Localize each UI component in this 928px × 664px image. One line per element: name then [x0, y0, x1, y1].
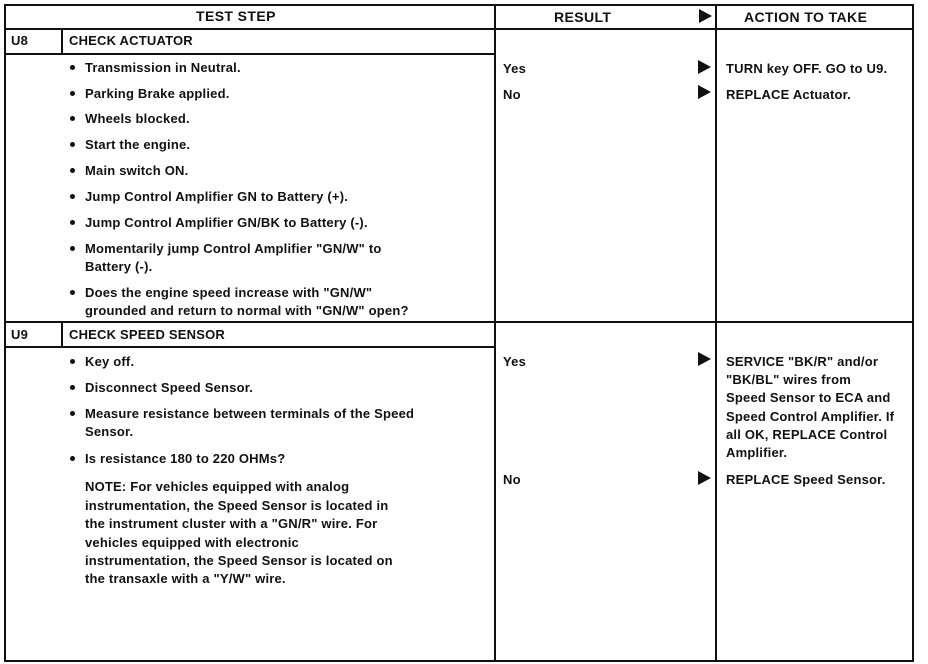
u9-action-no: REPLACE Speed Sensor. [726, 472, 886, 487]
bullet-icon [70, 168, 75, 173]
u8-action-yes: TURN key OFF. GO to U9. [726, 61, 888, 76]
action-column-divider [715, 4, 717, 662]
u9-bullet-3a: Measure resistance between terminals of the Speed [85, 406, 415, 421]
header-result: RESULT [554, 9, 612, 25]
u9-note-line-5: instrumentation, the Speed Sensor is located on [85, 553, 393, 568]
u9-id-divider [61, 321, 63, 348]
u8-bullet-8a: Momentarily jump Control Amplifier "GN/W" to [85, 241, 382, 256]
bullet-icon [70, 142, 75, 147]
u8-bullet-5: Main switch ON. [85, 163, 189, 178]
u9-result-no: No [503, 472, 521, 487]
header-bottom-border [4, 28, 914, 30]
u9-action-yes-line-2: "BK/BL" wires from [726, 372, 851, 387]
u9-note-line-6: the transaxle with a "Y/W" wire. [85, 571, 286, 586]
u8-bullet-7: Jump Control Amplifier GN/BK to Battery (-). [85, 215, 368, 230]
u8-bullet-9a: Does the engine speed increase with "GN/W" [85, 285, 373, 300]
u9-no-arrow-icon [698, 471, 711, 485]
bullet-icon [70, 220, 75, 225]
u9-action-yes-line-6: Amplifier. [726, 445, 788, 460]
u8-bullet-1: Transmission in Neutral. [85, 60, 241, 75]
u8-bullet-4: Start the engine. [85, 137, 191, 152]
header-action-to-take: ACTION TO TAKE [744, 9, 868, 25]
header-test-step: TEST STEP [196, 8, 276, 24]
bullet-icon [70, 194, 75, 199]
step-u9-title: CHECK SPEED SENSOR [69, 327, 226, 342]
u9-result-yes: Yes [503, 354, 527, 369]
u8-id-divider [61, 28, 63, 55]
step-u8-title: CHECK ACTUATOR [69, 33, 193, 48]
step-u8-id: U8 [11, 33, 29, 48]
u9-action-yes-line-3: Speed Sensor to ECA and [726, 390, 891, 405]
u8-action-no: REPLACE Actuator. [726, 87, 851, 102]
table-right-border [912, 4, 914, 662]
u8-bullet-2: Parking Brake applied. [85, 86, 230, 101]
u8-bullet-9b: grounded and return to normal with "GN/W" open? [85, 303, 409, 318]
header-arrow-icon [699, 9, 712, 23]
table-bottom-border [4, 660, 914, 662]
u8-bullet-8b: Battery (-). [85, 259, 153, 274]
u9-title-bottom-border [4, 346, 496, 348]
bullet-icon [70, 116, 75, 121]
u8-u9-separator [4, 321, 914, 323]
bullet-icon [70, 290, 75, 295]
u9-bullet-3b: Sensor. [85, 424, 134, 439]
bullet-icon [70, 246, 75, 251]
u9-note-line-3: the instrument cluster with a "GN/R" wire. For [85, 516, 378, 531]
result-column-divider [494, 4, 496, 662]
u9-bullet-1: Key off. [85, 354, 135, 369]
u9-action-yes-line-4: Speed Control Amplifier. If [726, 409, 895, 424]
u9-note-line-4: vehicles equipped with electronic [85, 535, 299, 550]
u9-note-line-2: instrumentation, the Speed Sensor is located in [85, 498, 389, 513]
bullet-icon [70, 359, 75, 364]
table-top-border [4, 4, 914, 6]
bullet-icon [70, 411, 75, 416]
u8-no-arrow-icon [698, 85, 711, 99]
u8-bullet-3: Wheels blocked. [85, 111, 190, 126]
table-left-border [4, 4, 6, 662]
step-u9-id: U9 [11, 327, 29, 342]
u8-bullet-6: Jump Control Amplifier GN to Battery (+). [85, 189, 349, 204]
u8-title-bottom-border [4, 53, 496, 55]
u8-result-yes: Yes [503, 61, 527, 76]
u9-action-yes-line-1: SERVICE "BK/R" and/or [726, 354, 879, 369]
u9-bullet-2: Disconnect Speed Sensor. [85, 380, 254, 395]
u9-yes-arrow-icon [698, 352, 711, 366]
bullet-icon [70, 91, 75, 96]
u8-yes-arrow-icon [698, 60, 711, 74]
u9-bullet-4: Is resistance 180 to 220 OHMs? [85, 451, 286, 466]
u9-note-line-1: NOTE: For vehicles equipped with analog [85, 479, 350, 494]
bullet-icon [70, 456, 75, 461]
bullet-icon [70, 385, 75, 390]
u8-result-no: No [503, 87, 521, 102]
u9-action-yes-line-5: all OK, REPLACE Control [726, 427, 888, 442]
bullet-icon [70, 65, 75, 70]
